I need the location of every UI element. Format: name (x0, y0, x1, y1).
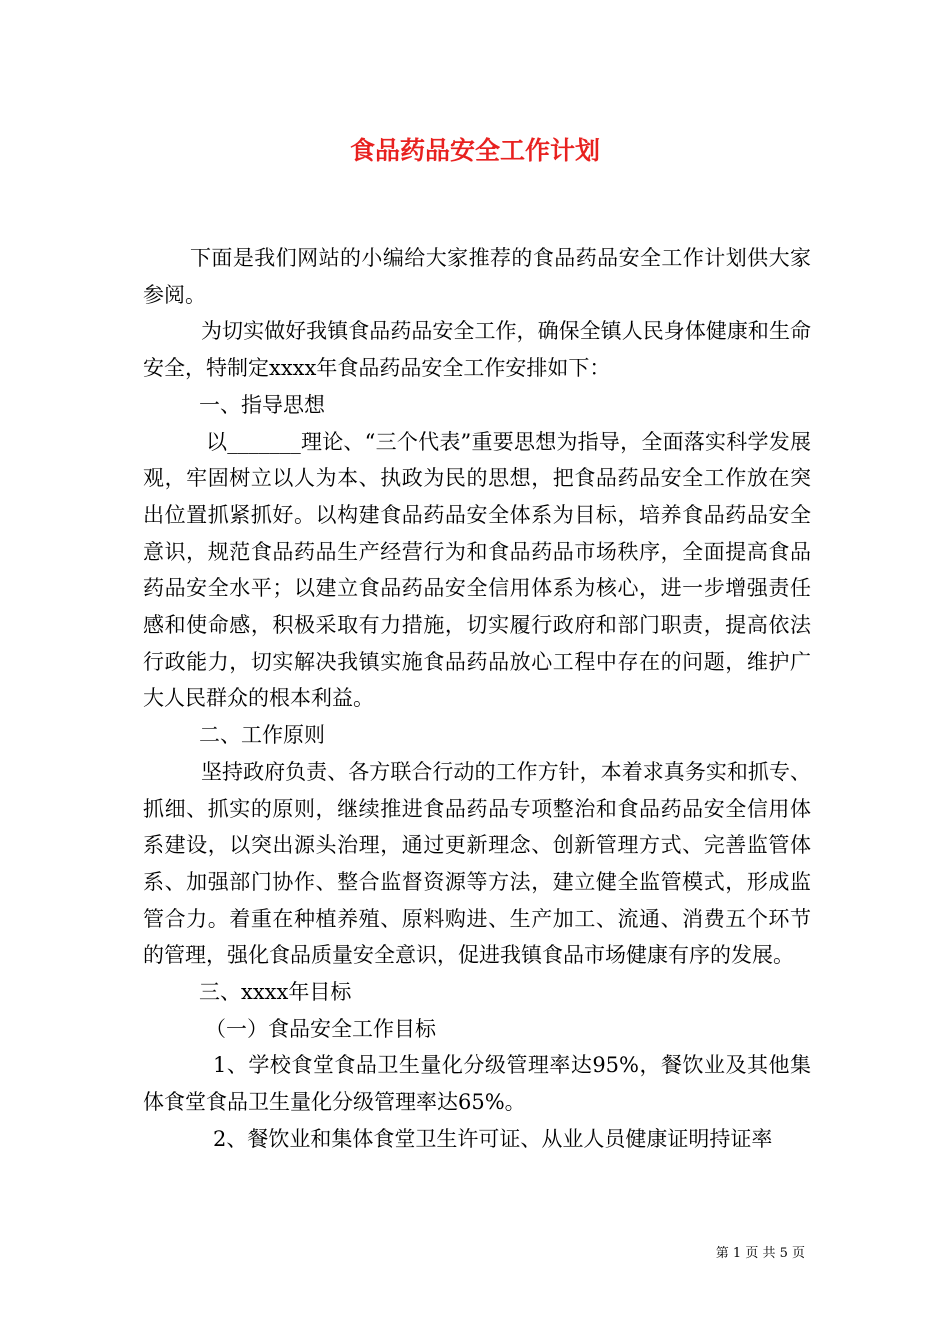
goal-item-1: 1、学校食堂食品卫生量化分级管理率达95%，餐饮业及其他集体食堂食品卫生量化分级管理率达65%。 (143, 1053, 811, 1115)
purpose-paragraph: 为切实做好我镇食品药品安全工作，确保全镇人民身体健康和生命安全，特制定xxxx年食品药品安全工作安排如下： (143, 319, 811, 381)
guiding-ideology-paragraph: 以_______理论、“三个代表”重要思想为指导，全面落实科学发展观，牢固树立以人为本、执政为民的思想，把食品药品安全工作放在突出位置抓紧抓好。以构建食品药品安全体系为目标，培养食品药品安全意识，规范食品药品生产经营行为和食品药品市场秩序，全面提高食品药品安全水平；以建立食品药品安全信用体系为核心，进一步增强责任感和使命感，积极采取有力措施，切实履行政府和部门职责，提高依法行政能力，切实解决我镇实施食品药品放心工程中存在的问题，维护广大人民群众的根本利益。 (143, 429, 811, 711)
document-body (143, 240, 811, 1158)
work-principles-paragraph: 坚持政府负责、各方联合行动的工作方针，本着求真务实和抓专、抓细、抓实的原则，继续推进食品药品专项整治和食品药品安全信用体系建设，以突出源头治理，通过更新理念、创新管理方式、完善监管体系、加强部门协作、整合监督资源等方法，建立健全监管模式，形成监管合力。着重在种植养殖、原料购进、生产加工、流通、消费五个环节的管理，强化食品质量安全意识，促进我镇食品市场健康有序的发展。 (143, 759, 811, 968)
section-heading-work-principles: 二、工作原则 (199, 723, 325, 748)
section-heading-annual-goals: 三、xxxx年目标 (199, 980, 352, 1005)
document-title: 食品药品安全工作计划 (349, 136, 600, 165)
intro-paragraph: 下面是我们网站的小编给大家推荐的食品药品安全工作计划供大家参阅。 (143, 246, 811, 307)
page-number: 第 1 页 共 5 页 (715, 1246, 805, 1261)
subsection-heading-food-safety-goals: （一）食品安全工作目标 (205, 1016, 436, 1041)
goal-item-2: 2、餐饮业和集体食堂卫生许可证、从业人员健康证明持证率 (213, 1126, 773, 1151)
section-heading-guiding-ideology: 一、指导思想 (199, 392, 325, 417)
